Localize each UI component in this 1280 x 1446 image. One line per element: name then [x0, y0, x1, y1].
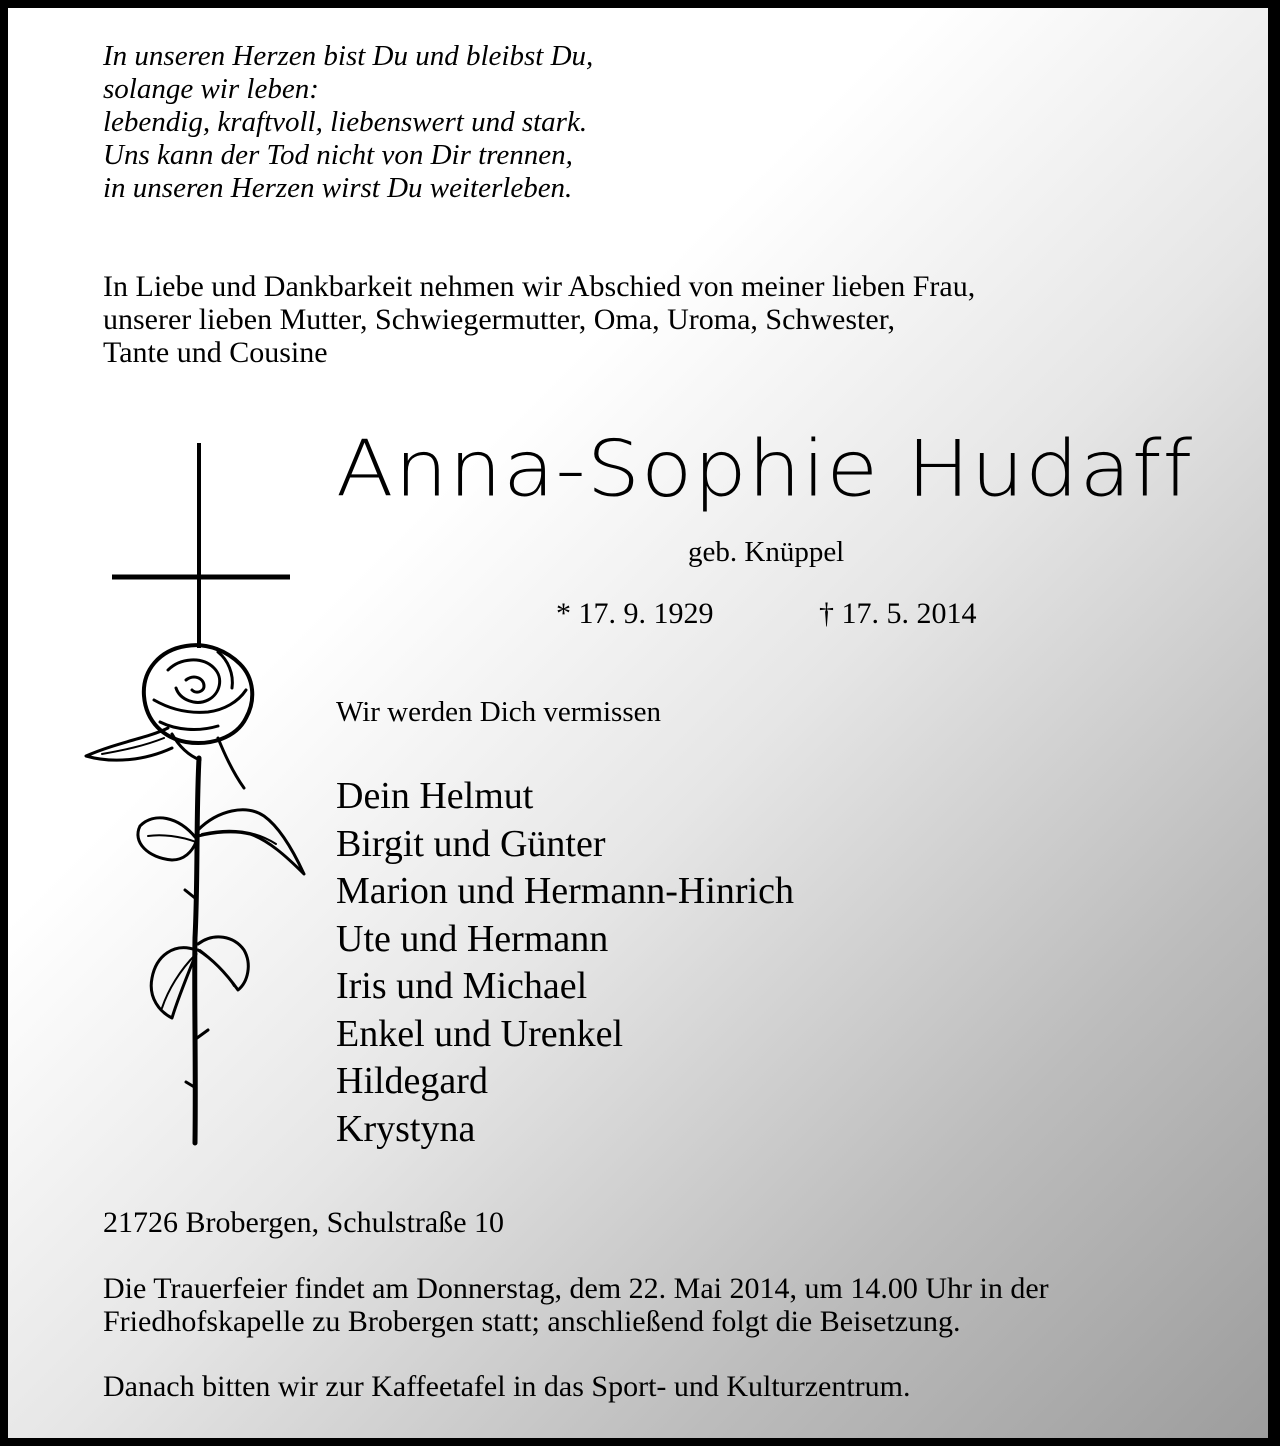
- rose-icon: [86, 645, 304, 1143]
- cross-and-rose: [68, 438, 308, 1148]
- cross-icon: [112, 443, 290, 648]
- mourner: Ute und Hermann: [336, 917, 609, 960]
- obituary-notice: [8, 8, 1268, 1438]
- birth-name: geb. Knüppel: [688, 536, 845, 568]
- mourners-list: [336, 773, 794, 1153]
- farewell-intro: [103, 270, 1203, 369]
- address: 21726 Brobergen, Schulstraße 10: [103, 1206, 505, 1239]
- intro-line: In Liebe und Dankbarkeit nehmen wir Abschied von meiner lieben Frau,: [103, 270, 976, 303]
- ceremony-line: Friedhofskapelle zu Brobergen statt; anschließend folgt die Beisetzung.: [103, 1305, 961, 1338]
- mourner: Enkel und Urenkel: [336, 1012, 624, 1055]
- ceremony-notice: [103, 1272, 1228, 1338]
- mourner: Iris und Michael: [336, 965, 588, 1007]
- poem-line: solange wir leben:: [103, 73, 319, 105]
- mourner: Krystyna: [336, 1107, 476, 1150]
- closing-line: Danach bitten wir zur Kaffeetafel in das Sport- und Kulturzentrum.: [103, 1370, 911, 1403]
- poem-line: In unseren Herzen bist Du und bleibst Du,: [103, 40, 594, 72]
- poem-line: Uns kann der Tod nicht von Dir trennen,: [103, 139, 573, 171]
- mourner: Birgit und Günter: [336, 822, 606, 865]
- poem-line: lebendig, kraftvoll, liebenswert und stark.: [103, 106, 588, 138]
- birth-date: * 17. 9. 1929: [556, 597, 714, 630]
- mourner: Dein Helmut: [336, 775, 534, 817]
- mourner: Hildegard: [336, 1060, 488, 1102]
- mourner: Marion und Hermann-Hinrich: [336, 870, 794, 912]
- ceremony-line: Die Trauerfeier findet am Donnerstag, dem 22. Mai 2014, um 14.00 Uhr in der: [103, 1272, 1049, 1305]
- miss-line: Wir werden Dich vermissen: [336, 696, 661, 728]
- intro-line: unserer lieben Mutter, Schwiegermutter, Oma, Uroma, Schwester,: [103, 303, 895, 336]
- death-date: † 17. 5. 2014: [819, 597, 977, 630]
- memorial-poem: [103, 40, 863, 205]
- life-dates: [556, 597, 977, 631]
- intro-line: Tante und Cousine: [103, 336, 328, 369]
- poem-line: in unseren Herzen wirst Du weiterleben.: [103, 172, 573, 204]
- deceased-name: Anna-Sophie Hudaff: [336, 423, 1194, 515]
